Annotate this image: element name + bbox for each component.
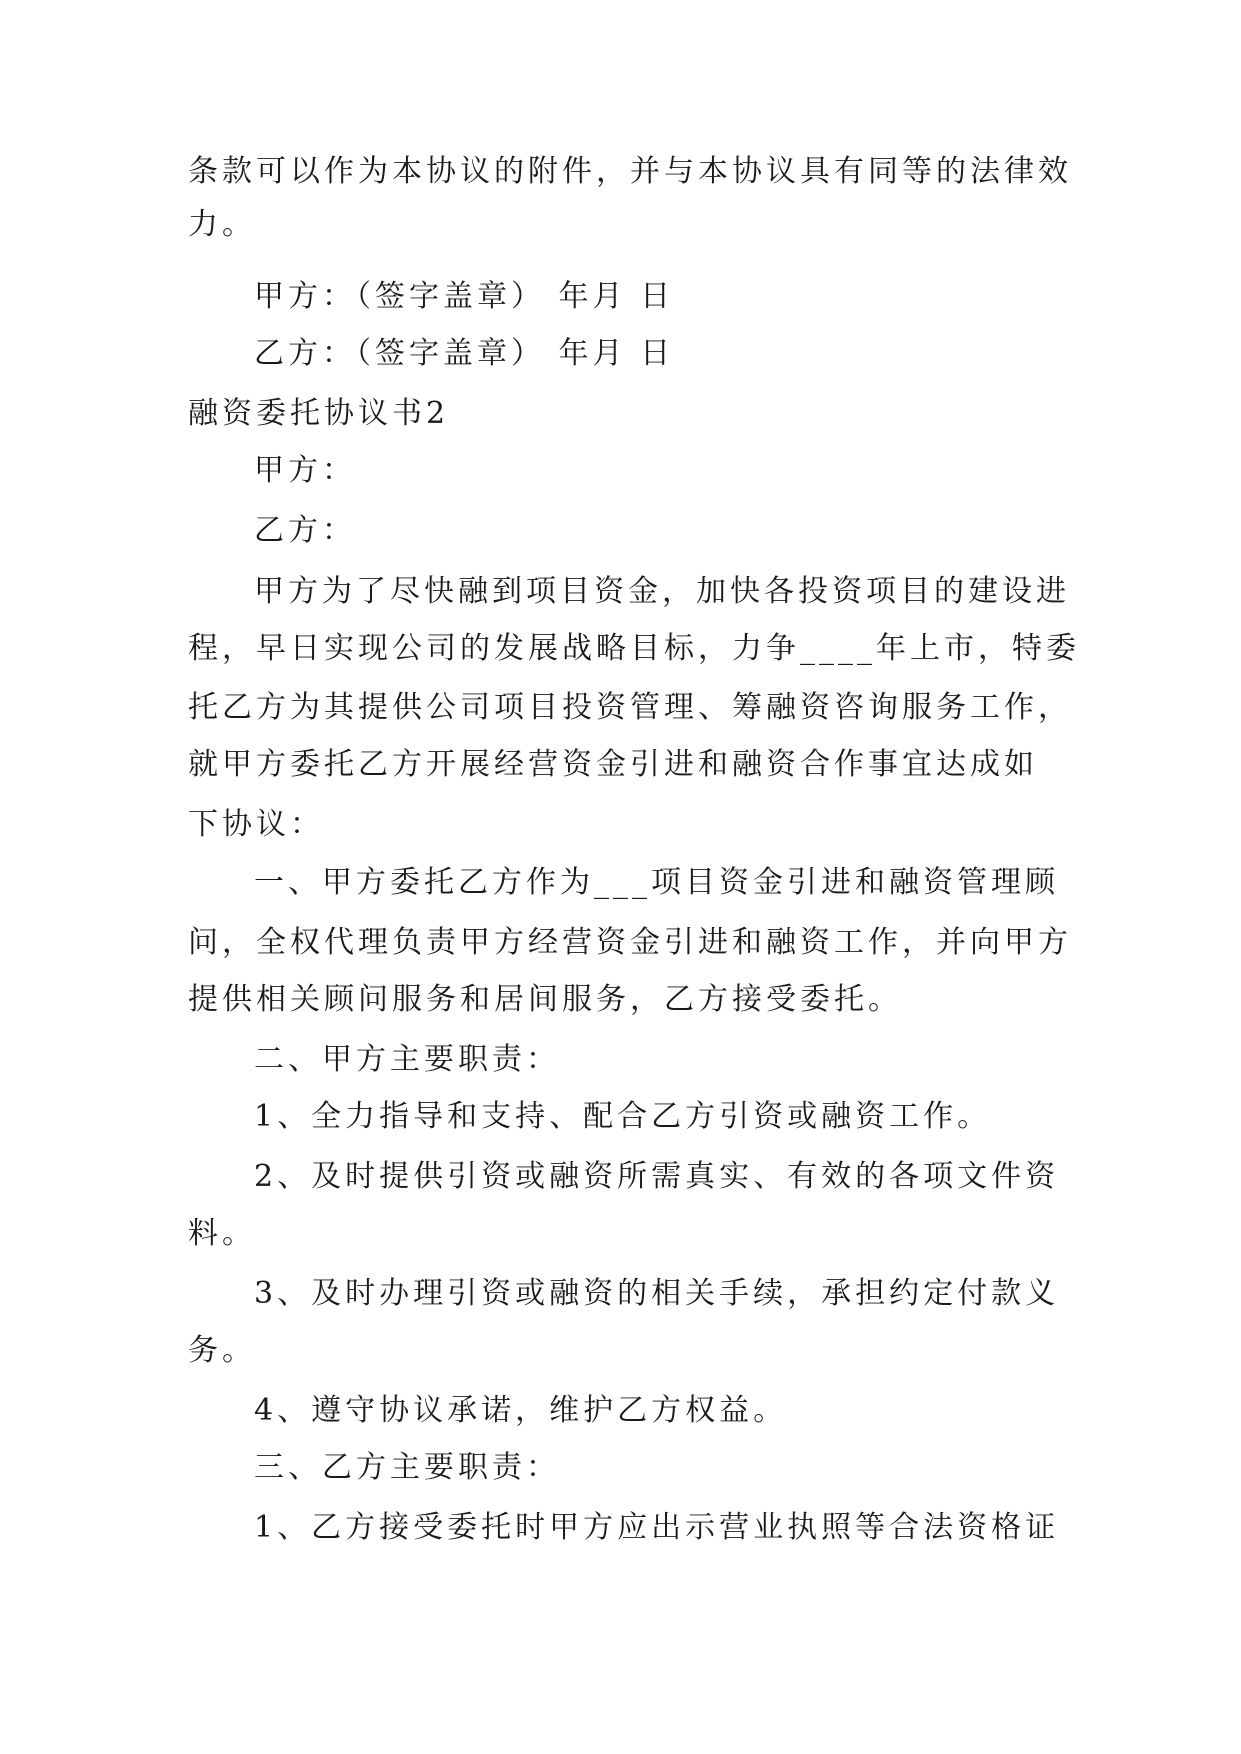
party-a-label: 甲方： [254,453,356,488]
text-line: 务。 [188,1333,256,1368]
text-line: 问，全权代理负责甲方经营资金引进和融资工作，并向甲方 [188,925,1072,960]
list-item: 1、全力指导和支持、配合乙方引资或融资工作。 [254,1099,992,1134]
section-title: 融资委托协议书2 [188,396,450,431]
list-item: 2、及时提供引资或融资所需真实、有效的各项文件资 [254,1159,1060,1194]
list-item: 1、乙方接受委托时甲方应出示营业执照等合法资格证 [254,1510,1060,1545]
text-line: 甲方为了尽快融到项目资金，加快各投资项目的建设进 [254,574,1070,609]
text-line: 料。 [188,1216,256,1251]
text-line: 提供相关顾问服务和居间服务，乙方接受委托。 [188,982,902,1017]
text-line: 条款可以作为本协议的附件，并与本协议具有同等的法律效 [188,154,1072,189]
list-item: 4、遵守协议承诺，维护乙方权益。 [254,1393,788,1428]
list-item: 3、及时办理引资或融资的相关手续，承担约定付款义 [254,1276,1060,1311]
text-line: 托乙方为其提供公司项目投资管理、筹融资咨询服务工作， [188,690,1072,725]
party-b-signature-line: 乙方：（签字盖章） 年月 日 [254,336,675,371]
text-line: 力。 [188,207,256,242]
text-line: 程，早日实现公司的发展战略目标，力争____年上市，特委 [188,631,1080,666]
clause-three-heading: 三、乙方主要职责： [254,1450,560,1485]
party-b-label: 乙方： [254,513,356,548]
clause-one: 一、甲方委托乙方作为___项目资金引进和融资管理顾 [254,865,1059,900]
clause-two-heading: 二、甲方主要职责： [254,1042,560,1077]
party-a-signature-line: 甲方：（签字盖章） 年月 日 [254,279,675,314]
text-line: 下协议： [188,807,324,842]
text-line: 就甲方委托乙方开展经营资金引进和融资合作事宜达成如 [188,747,1038,782]
